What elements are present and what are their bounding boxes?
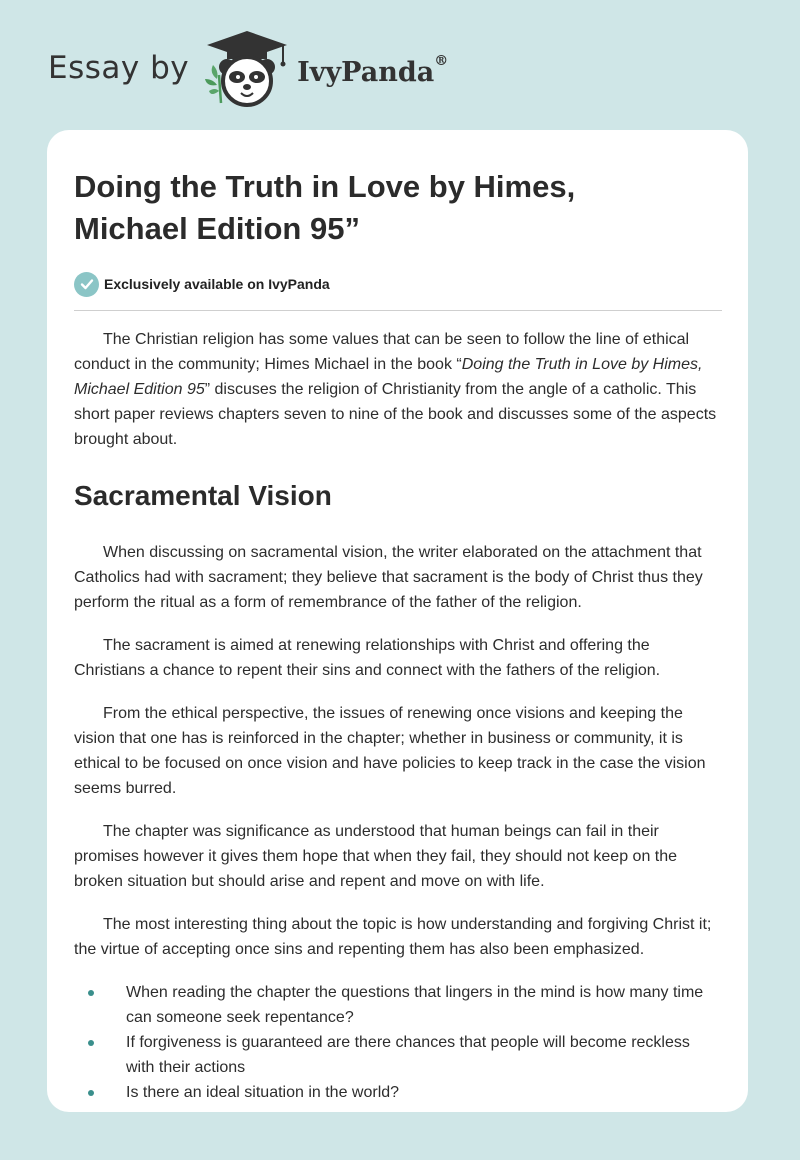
essay-by-label: Essay by [48, 50, 190, 86]
essay-card [47, 130, 748, 1112]
body-paragraph: From the ethical perspective, the issues of renewing once visions and keeping the vision that one has is reinforced in the chapter; whether in business or community, it is ethical to be focused on once vision and have policies to keep track in the case the vision seems burred. [74, 705, 706, 797]
exclusive-badge [74, 270, 722, 298]
question-list [74, 980, 722, 1105]
section-heading: Sacramental Vision [74, 480, 332, 511]
body-paragraph: The most interesting thing about the topic is how understanding and forgiving Christ it; the virtue of accepting once sins and repenting them has also been emphasized. [74, 916, 712, 958]
book-title: Doing the Truth in Love by Himes, Michael Edition 95 [74, 356, 703, 398]
bullet-icon [88, 1040, 94, 1046]
body-paragraph: The chapter was significance as understood that human beings can fail in their promises however it gives them hope that when they fail, they should not keep on the broken situation but should arise and repent and move on with life. [74, 823, 678, 890]
body-paragraph: The sacrament is aimed at renewing relationships with Christ and offering the Christians a chance to repent their sins and connect with the fathers of the religion. [74, 637, 661, 679]
panda-logo-icon [203, 29, 291, 112]
registered-mark: ® [434, 52, 449, 69]
list-item: If forgiveness is guaranteed are there chances that people will become reckless with their actions [74, 1030, 722, 1080]
site-header [48, 30, 448, 110]
list-item: Is there an ideal situation in the world? [74, 1080, 722, 1105]
bullet-icon [88, 1090, 94, 1096]
intro-paragraph: The Christian religion has some values that can be seen to follow the line of ethical conduct in the community; Himes Michael in the book “Doing the Truth in Love by Himes, Michael Edition 95” discuses the religion of Christianity from the angle of a catholic. This short paper reviews chapters seven to nine of the book and discusses some of the aspects brought about. [74, 331, 717, 448]
body-paragraph: When discussing on sacramental vision, the writer elaborated on the attachment that Catholics had with sacrament; they believe that sacrament is the body of Christ thus they perform the ritual as a form of remembrance of the father of the religion. [74, 544, 703, 611]
brand-name: IvyPanda® [297, 52, 449, 88]
bullet-icon [88, 990, 94, 996]
divider [74, 310, 722, 311]
ivypanda-logo-link[interactable] [203, 29, 448, 112]
essay-title: Doing the Truth in Love by Himes, Michael Edition 95” [74, 169, 576, 246]
list-item: When reading the chapter the questions that lingers in the mind is how many time can someone seek repentance? [74, 980, 722, 1030]
checkmark-icon [74, 272, 99, 297]
exclusive-label: Exclusively available on IvyPanda [104, 276, 330, 292]
